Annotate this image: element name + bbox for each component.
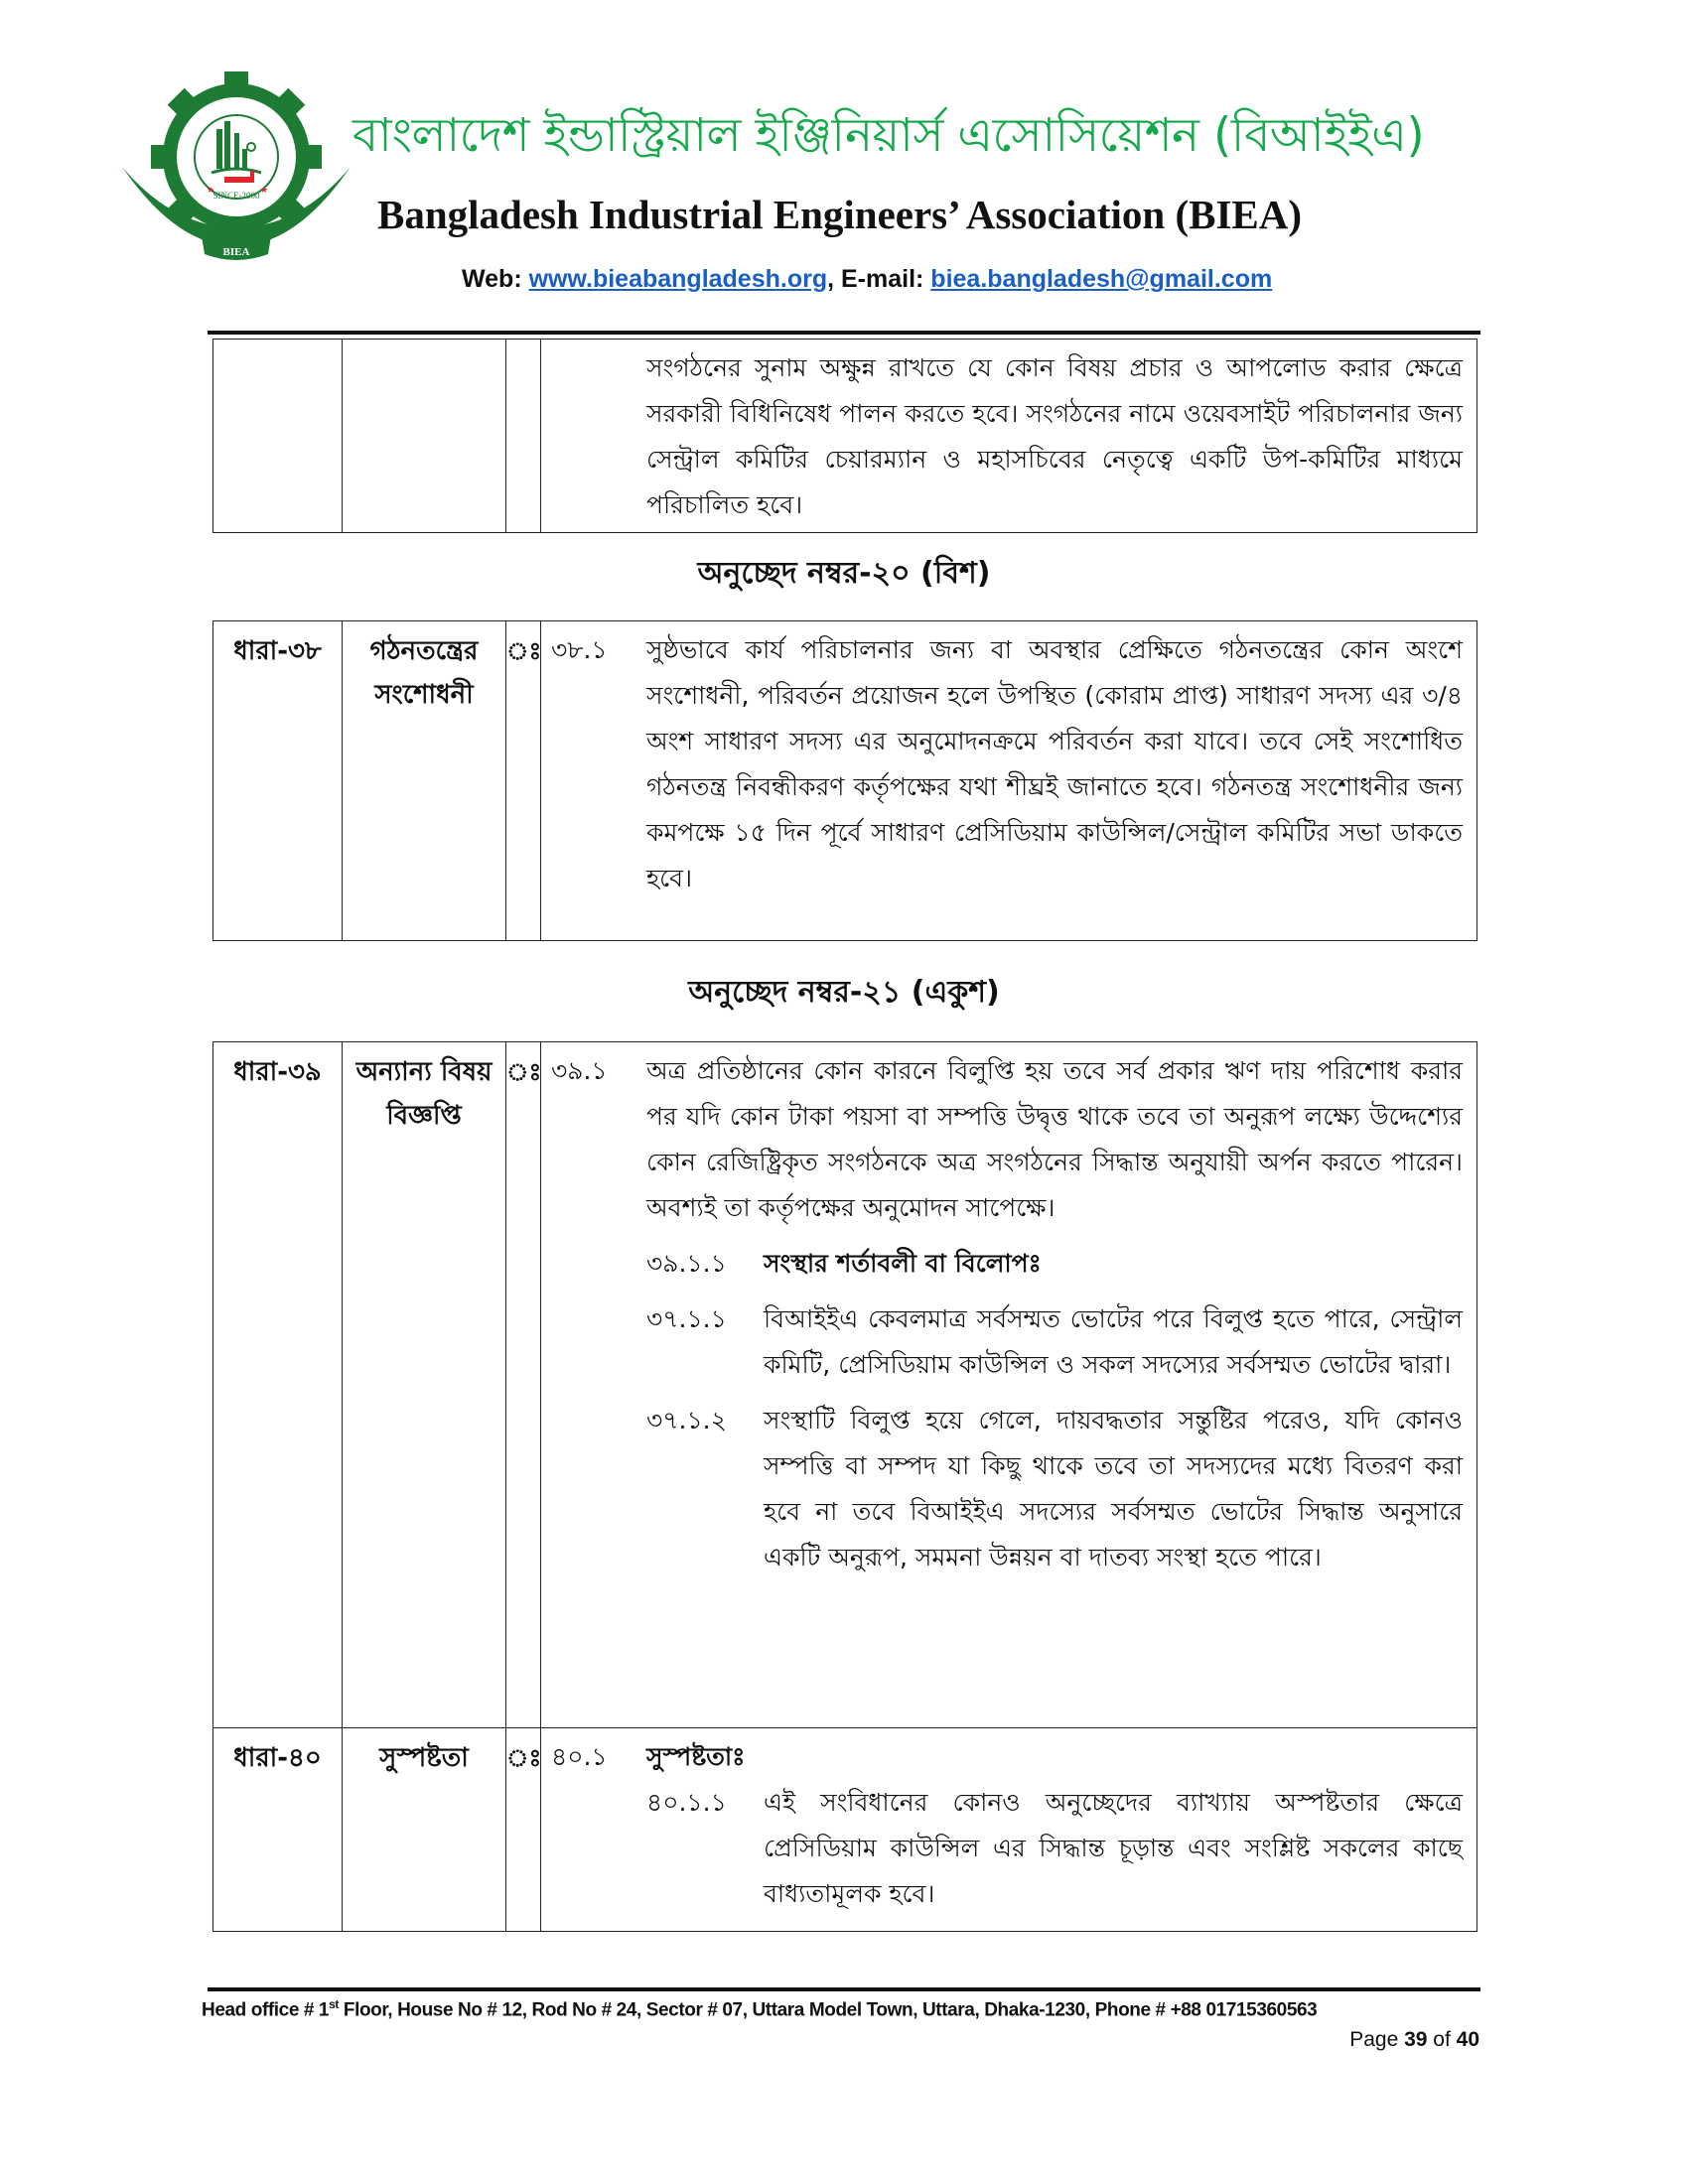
paragraph-heading-21: অনুচ্ছেদ নম্বর-২১ (একুশ) xyxy=(688,975,1000,1010)
clause-number: ৩৮.১ xyxy=(551,635,608,664)
topic-label: অন্যান্য বিষয় বিজ্ঞপ্তি xyxy=(343,1042,506,1728)
continuation-table xyxy=(212,339,1477,533)
org-title-english: Bangladesh Industrial Engineers’ Association (BIEA) xyxy=(377,192,1303,237)
svg-text:SINCE-2000: SINCE-2000 xyxy=(212,191,260,201)
page-of: of xyxy=(1427,2028,1457,2051)
clause xyxy=(551,627,1463,901)
svg-text:★: ★ xyxy=(207,186,215,196)
clause xyxy=(551,1048,1463,1231)
paragraph-heading-20: অনুচ্ছেদ নম্বর-২০ (বিশ) xyxy=(697,556,991,591)
svg-text:BIEA: BIEA xyxy=(222,246,250,258)
website-link[interactable]: www.bieabangladesh.org xyxy=(528,265,828,293)
clause-text: সুস্পষ্টতাঃ xyxy=(646,1742,746,1771)
table-row xyxy=(213,1042,1477,1728)
sub-clause-text: বিআইইএ কেবলমাত্র সর্বসম্মত ভোটের পরে বিলুপ্ত হতে পারে, সেন্ট্রাল কমিটি, প্রেসিডিয়াম কাউন্সিল ও সকল সদস্যের সর্বসম্মত ভোটের দ্বারা। xyxy=(764,1304,1463,1379)
table-row xyxy=(213,621,1477,941)
sub-clause-number: ৩৯.১.১ xyxy=(646,1249,727,1278)
page-total: 40 xyxy=(1456,2028,1479,2051)
email-link[interactable]: biea.bangladesh@gmail.com xyxy=(930,265,1273,293)
page-label: Page xyxy=(1349,2028,1405,2051)
colon-separator: ঃ xyxy=(506,1042,541,1728)
sub-clause xyxy=(646,1241,1463,1287)
sub-clause-text: সংস্থাটি বিলুপ্ত হয়ে গেলে, দায়বদ্ধতার সন্তুষ্টির পরেও, যদি কোনও সম্পত্তি বা সম্পদ যা কিছু থাকে তবে তা সদস্যদের মধ্যে বিতরণ করা হবে না তবে বিআইইএ সদস্যের সর্বসম্মত ভোটের সিদ্ধান্ত অনুসারে একটি অনুরূপ, সমমনা উন্নয়ন বা দাতব্য সংস্থা হতে পারে। xyxy=(764,1406,1463,1571)
clause-number: ৪০.১ xyxy=(551,1742,608,1771)
clause-text: অত্র প্রতিষ্ঠানের কোন কারনে বিলুপ্তি হয় তবে সর্ব প্রকার ঋণ দায় পরিশোধ করার পর যদি কোন টাকা পয়সা বা সম্পত্তি উদ্বৃত্ত থাকে তবে তা অনুরূপ লক্ষ্যে উদ্দেশ্যের কোন রেজিষ্ট্রিকৃত সংগঠনকে অত্র সংগঠনের সিদ্ধান্ত অনুযায়ী অর্পন করতে পারেন। অবশ্যই তা কর্তৃপক্ষের অনুমোদন সাপেক্ষে। xyxy=(646,1056,1463,1222)
clause-number: ৩৯.১ xyxy=(551,1056,608,1085)
colon-separator: ঃ xyxy=(506,621,541,941)
dhara-label: ধারা-৩৯ xyxy=(213,1042,343,1728)
web-label: Web: xyxy=(462,265,529,293)
content-cell xyxy=(541,1728,1477,1932)
sub-clause-number: ৪০.১.১ xyxy=(646,1788,727,1817)
org-title-bangla: বাংলাদেশ ইন্ডাস্ট্রিয়াল ইঞ্জিনিয়ার্স এসোসিয়েশন (বিআইইএ) xyxy=(352,108,1425,163)
topic-label: গঠনতন্ত্রের সংশোধনী xyxy=(343,621,506,941)
footer-address xyxy=(202,1997,1317,2021)
content-cell xyxy=(541,340,1477,533)
sub-clause-number: ৩৭.১.১ xyxy=(646,1304,727,1333)
email-label: , E-mail: xyxy=(827,265,931,293)
topic-cell xyxy=(343,340,506,533)
page-current: 39 xyxy=(1404,2028,1428,2051)
sub-clause-number: ৩৭.১.২ xyxy=(646,1406,727,1434)
content-cell xyxy=(541,1042,1477,1728)
section-table-20 xyxy=(212,620,1477,941)
topic-label: সুস্পষ্টতা xyxy=(343,1728,506,1932)
address-part: Head office # 1 xyxy=(202,1999,330,2021)
colon-cell xyxy=(506,340,541,533)
contact-line xyxy=(462,265,1272,294)
logo-emblem-icon xyxy=(117,58,355,276)
dhara-cell xyxy=(213,340,343,533)
header-divider xyxy=(208,331,1480,335)
dhara-label: ধারা-৪০ xyxy=(213,1728,343,1932)
address-part: Floor, House No # 12, Rod No # 24, Sector # 07, Uttara Model Town, Uttara, Dhaka-1230, Phone # +88 01715360563 xyxy=(338,1999,1318,2021)
address-superscript: st xyxy=(329,1997,339,2011)
page-number xyxy=(1349,2028,1479,2052)
table-row xyxy=(213,340,1477,533)
continuation-text: সংগঠনের সুনাম অক্ষুন্ন রাখতে যে কোন বিষয় প্রচার ও আপলোড করার ক্ষেত্রে সরকারী বিধিনিষেধ পালন করতে হবে। সংগঠনের নামে ওয়েবসাইট পরিচালনার জন্য সেন্ট্রাল কমিটির চেয়ারম্যান ও মহাসচিবের নেতৃত্বে একটি উপ-কমিটির মাধ্যমে পরিচালিত হবে। xyxy=(646,353,1463,519)
biea-logo xyxy=(117,58,355,276)
table-row xyxy=(213,1728,1477,1932)
sub-clause xyxy=(646,1398,1463,1580)
colon-separator: ঃ xyxy=(506,1728,541,1932)
clause xyxy=(551,1734,1463,1780)
clause-text: সুষ্ঠভাবে কার্য পরিচালনার জন্য বা অবস্থার প্রেক্ষিতে গঠনতন্ত্রের কোন অংশে সংশোধনী, পরিবর্তন প্রয়োজন হলে উপস্থিত (কোরাম প্রাপ্ত) সাধারণ সদস্য এর ৩/৪ অংশ সাধারণ সদস্য এর অনুমোদনক্রমে পরিবর্তন করা যাবে। তবে সেই সংশোধিত গঠনতন্ত্র নিবন্ধীকরণ কর্তৃপক্ষের যথা শীঘ্রই জানাতে হবে। গঠনতন্ত্র সংশোধনীর জন্য কমপক্ষে ১৫ দিন পূর্বে সাধারণ প্রেসিডিয়াম কাউন্সিল/সেন্ট্রাল কমিটির সভা ডাকতে হবে। xyxy=(646,635,1463,892)
svg-text:★: ★ xyxy=(260,186,269,196)
sub-clause xyxy=(646,1297,1463,1388)
content-cell xyxy=(541,621,1477,941)
section-table-21 xyxy=(212,1041,1477,1932)
footer-divider xyxy=(208,1987,1480,1991)
dhara-label: ধারা-৩৮ xyxy=(213,621,343,941)
sub-clause xyxy=(646,1780,1463,1917)
sub-clause-text: সংস্থার শর্তাবলী বা বিলোপঃ xyxy=(764,1249,1042,1278)
sub-clause-text: এই সংবিধানের কোনও অনুচ্ছেদের ব্যাখ্যায় অস্পষ্টতার ক্ষেত্রে প্রেসিডিয়াম কাউন্সিল এর সিদ্ধান্ত চূড়ান্ত এবং সংশ্লিষ্ট সকলের কাছে বাধ্যতামূলক হবে। xyxy=(764,1788,1463,1908)
